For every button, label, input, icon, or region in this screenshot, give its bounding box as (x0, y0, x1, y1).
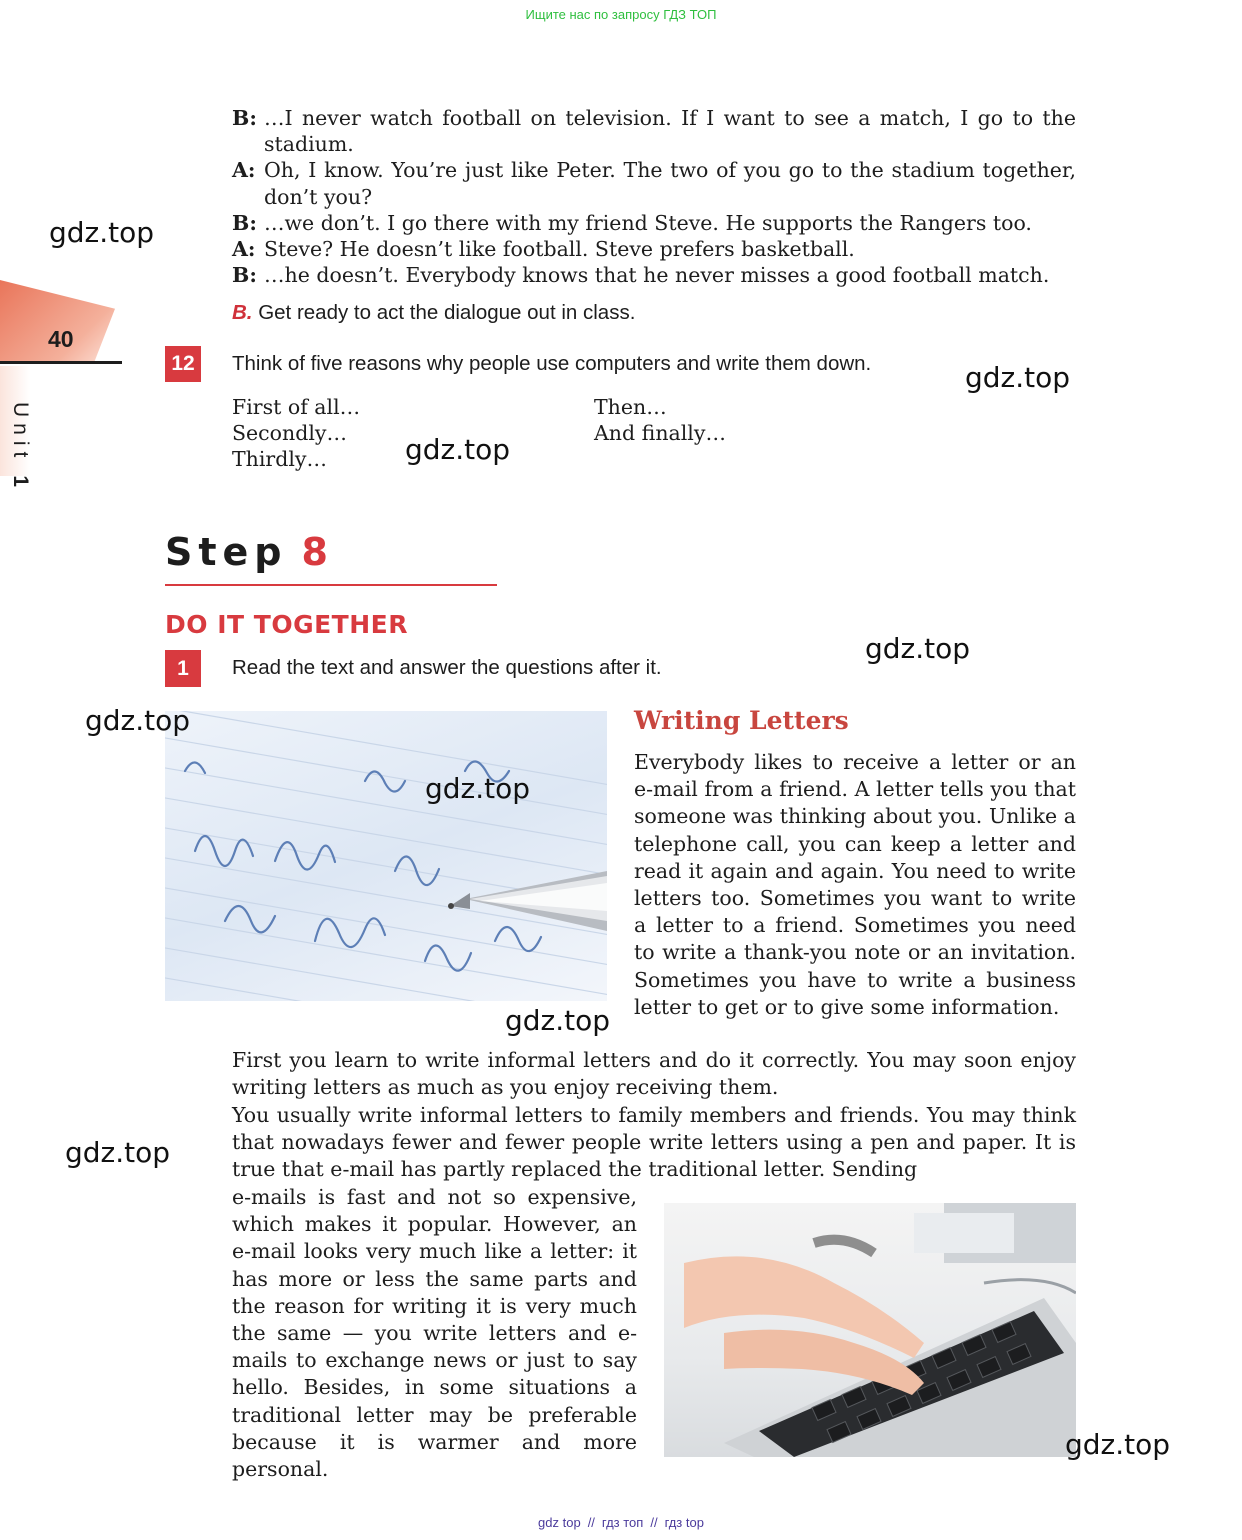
footer-link[interactable]: гдз top (664, 1515, 704, 1530)
article-paragraph-3-continued: e-mails is fast and not so expensive, which makes it popular. However, an e-mail looks very much like a letter: it has more or less the same parts and the reason for writing it is very much the same — you write letters and e-mails to exchange news or just to say hello. Besides, in some situations a traditional letter may be preferable because it is warmer and more personal. (232, 1185, 637, 1482)
keyboard-hands-illustration (664, 1203, 1076, 1457)
dialogue-line (232, 157, 1076, 209)
dialogue-line (232, 105, 1076, 157)
task-b (232, 301, 635, 325)
task-b-letter: B. (232, 301, 253, 324)
task-b-text: Get ready to act the dialogue out in class. (258, 301, 636, 324)
page-number: 40 (48, 326, 74, 352)
speaker: B: (232, 263, 257, 288)
footer-separator: // (650, 1515, 658, 1530)
footer-link[interactable]: гдз топ (601, 1515, 644, 1530)
watermark: gdz.top (85, 704, 191, 737)
footer-links (0, 1515, 1242, 1530)
speaker: A: (232, 158, 256, 183)
line-text: …I never watch football on television. If I want to see a match, I go to the stadium. (264, 106, 1076, 157)
watermark: gdz.top (965, 361, 1071, 394)
speaker: A: (232, 237, 256, 262)
article-title: Writing Letters (634, 706, 849, 735)
step-word: Step (165, 530, 288, 574)
handwriting-pen-photo (165, 711, 607, 1001)
watermark: gdz.top (865, 632, 971, 665)
section-heading: DO IT TOGETHER (165, 610, 408, 639)
speaker: B: (232, 106, 257, 130)
line-text: Oh, I know. You’re just like Peter. The two of you go to the stadium together, don’t you? (264, 158, 1076, 209)
speaker: B: (232, 210, 257, 235)
dialogue (232, 105, 1076, 288)
line-text: Steve? He doesn’t like football. Steve prefers basketball. (264, 237, 855, 262)
phrases-left (232, 394, 360, 473)
unit-number: 1 (9, 475, 32, 493)
exercise-12-instruction: Think of five reasons why people use computers and write them down. (232, 352, 872, 375)
dialogue-line (232, 210, 1076, 236)
exercise-1-instruction: Read the text and answer the questions after it. (232, 656, 662, 679)
exercise-number-badge: 1 (165, 650, 201, 687)
phrase: Then… (594, 395, 667, 419)
watermark: gdz.top (405, 433, 511, 466)
article-intro: Everybody likes to receive a letter or an e-mail from a friend. A letter tells you that someone was thinking about you. Unlike a telephone call, you can keep a letter and read it again and again. You need to write letters too. Sometimes you want to write a letter to a friend. Sometimes you need to write a thank-you note or an invitation. Sometimes you have to write a business letter to get or to give some information. (634, 750, 1076, 1019)
phrase: Thirdly… (232, 447, 327, 472)
step-number: 8 (301, 530, 334, 574)
typing-keyboard-photo (664, 1203, 1076, 1457)
phrases-right (594, 394, 726, 446)
line-text: …we don’t. I go there with my friend Steve. He supports the Rangers too. (264, 210, 1032, 235)
step-heading (165, 530, 334, 574)
article-paragraph-2: First you learn to write informal letters and do it correctly. You may soon enjoy writing letters as much as you enjoy receiving them. (232, 1048, 1076, 1100)
exercise-number-badge: 12 (165, 346, 201, 382)
dialogue-line (232, 262, 1076, 288)
phrase: And finally… (594, 421, 726, 446)
unit-word: Unit (9, 402, 32, 464)
unit-side-label (8, 402, 32, 522)
phrase: First of all… (232, 395, 361, 419)
watermark: gdz.top (49, 216, 155, 249)
line-text: …he doesn’t. Everybody knows that he never misses a good football match. (264, 263, 1050, 288)
watermark: gdz.top (65, 1136, 171, 1169)
watermark: gdz.top (505, 1004, 611, 1037)
footer-link[interactable]: gdz top (538, 1515, 581, 1530)
top-banner[interactable]: Ищите нас по запросу ГДЗ ТОП (525, 7, 717, 22)
article-paragraph-3: You usually write informal letters to family members and friends. You may think that nowadays fewer and fewer people write letters using a pen and paper. It is true that e-mail has partly replaced the traditional letter. Sending (232, 1103, 1076, 1182)
dialogue-line (232, 236, 1076, 262)
footer-separator: // (587, 1515, 595, 1530)
phrase: Secondly… (232, 421, 347, 446)
handwriting-pen-illustration (165, 711, 607, 1001)
step-underline (165, 584, 497, 586)
watermark: gdz.top (425, 772, 531, 805)
watermark: gdz.top (1065, 1428, 1171, 1461)
page-number-rule (0, 361, 122, 364)
